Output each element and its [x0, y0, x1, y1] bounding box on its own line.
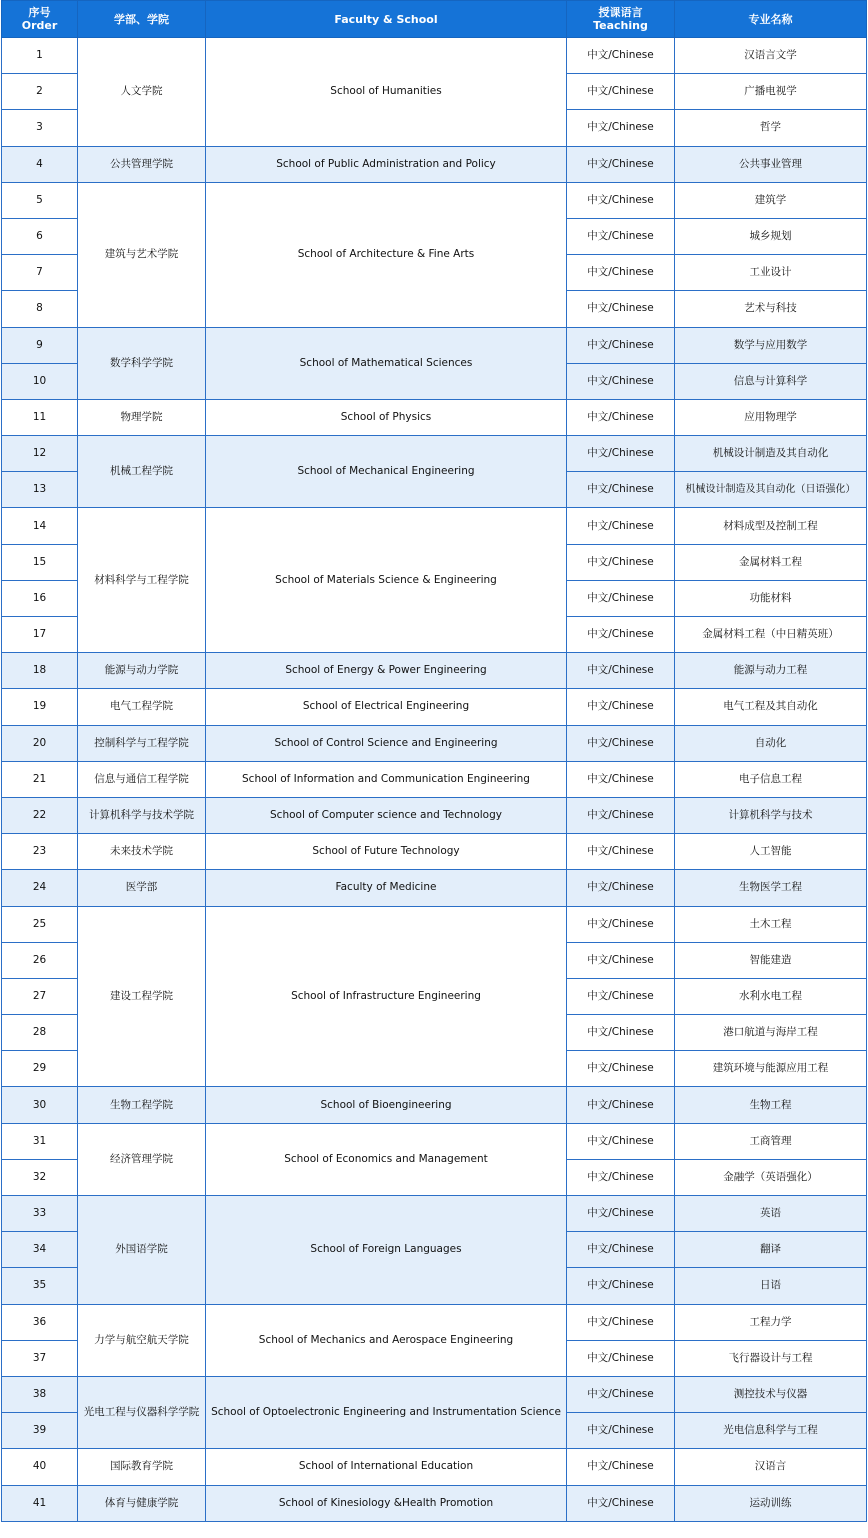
dept-cell: 计算机科学与技术学院 [78, 797, 206, 833]
language-cell: 中文/Chinese [567, 870, 675, 906]
language-cell: 中文/Chinese [567, 110, 675, 146]
school-cell: Faculty of Medicine [206, 870, 567, 906]
school-cell: School of Optoelectronic Engineering and Instrumentation Science [206, 1376, 567, 1448]
order-cell: 1 [2, 38, 78, 74]
major-cell: 机械设计制造及其自动化（日语强化） [675, 472, 867, 508]
order-cell: 33 [2, 1196, 78, 1232]
major-cell: 建筑环境与能源应用工程 [675, 1051, 867, 1087]
order-cell: 7 [2, 255, 78, 291]
school-cell: School of Mechanical Engineering [206, 436, 567, 508]
language-cell: 中文/Chinese [567, 580, 675, 616]
school-cell: School of Materials Science & Engineering [206, 508, 567, 653]
dept-cell: 生物工程学院 [78, 1087, 206, 1123]
order-cell: 19 [2, 689, 78, 725]
language-cell: 中文/Chinese [567, 508, 675, 544]
order-cell: 5 [2, 182, 78, 218]
language-cell: 中文/Chinese [567, 1413, 675, 1449]
dept-cell: 能源与动力学院 [78, 653, 206, 689]
language-cell: 中文/Chinese [567, 1087, 675, 1123]
language-cell: 中文/Chinese [567, 689, 675, 725]
major-cell: 哲学 [675, 110, 867, 146]
order-cell: 15 [2, 544, 78, 580]
major-cell: 测控技术与仪器 [675, 1376, 867, 1412]
major-cell: 光电信息科学与工程 [675, 1413, 867, 1449]
order-cell: 22 [2, 797, 78, 833]
language-cell: 中文/Chinese [567, 617, 675, 653]
school-cell: School of Architecture & Fine Arts [206, 182, 567, 327]
school-cell: School of Infrastructure Engineering [206, 906, 567, 1087]
header-dept: 学部、学院 [78, 1, 206, 38]
school-cell: School of Economics and Management [206, 1123, 567, 1195]
order-cell: 9 [2, 327, 78, 363]
language-cell: 中文/Chinese [567, 725, 675, 761]
order-cell: 27 [2, 978, 78, 1014]
major-cell: 电子信息工程 [675, 761, 867, 797]
table-row [2, 761, 867, 797]
table-row [2, 1123, 867, 1159]
language-cell: 中文/Chinese [567, 436, 675, 472]
language-cell: 中文/Chinese [567, 544, 675, 580]
order-cell: 37 [2, 1340, 78, 1376]
school-cell: School of Public Administration and Policy [206, 146, 567, 182]
dept-cell: 数学科学学院 [78, 327, 206, 399]
table-row [2, 797, 867, 833]
school-cell: School of Mechanics and Aerospace Engineering [206, 1304, 567, 1376]
dept-cell: 控制科学与工程学院 [78, 725, 206, 761]
major-cell: 运动训练 [675, 1485, 867, 1521]
header-major: 专业名称 [675, 1, 867, 38]
school-cell: School of Information and Communication Engineering [206, 761, 567, 797]
major-cell: 日语 [675, 1268, 867, 1304]
table-row [2, 906, 867, 942]
table-body [2, 38, 867, 1522]
order-cell: 13 [2, 472, 78, 508]
major-cell: 金融学（英语强化） [675, 1159, 867, 1195]
dept-cell: 建设工程学院 [78, 906, 206, 1087]
order-cell: 10 [2, 363, 78, 399]
school-cell: School of Mathematical Sciences [206, 327, 567, 399]
major-cell: 公共事业管理 [675, 146, 867, 182]
order-cell: 8 [2, 291, 78, 327]
header-faculty: Faculty & School [206, 1, 567, 38]
table-row [2, 1449, 867, 1485]
order-cell: 25 [2, 906, 78, 942]
dept-cell: 体育与健康学院 [78, 1485, 206, 1521]
dept-cell: 人文学院 [78, 38, 206, 147]
major-cell: 电气工程及其自动化 [675, 689, 867, 725]
header-lang-cn: 授课语言 [598, 6, 643, 19]
language-cell: 中文/Chinese [567, 906, 675, 942]
major-cell: 水利水电工程 [675, 978, 867, 1014]
table-row [2, 870, 867, 906]
major-cell: 金属材料工程 [675, 544, 867, 580]
language-cell: 中文/Chinese [567, 1304, 675, 1340]
school-cell: School of Bioengineering [206, 1087, 567, 1123]
language-cell: 中文/Chinese [567, 472, 675, 508]
order-cell: 30 [2, 1087, 78, 1123]
order-cell: 32 [2, 1159, 78, 1195]
order-cell: 3 [2, 110, 78, 146]
order-cell: 39 [2, 1413, 78, 1449]
major-cell: 工商管理 [675, 1123, 867, 1159]
language-cell: 中文/Chinese [567, 978, 675, 1014]
language-cell: 中文/Chinese [567, 182, 675, 218]
dept-cell: 建筑与艺术学院 [78, 182, 206, 327]
language-cell: 中文/Chinese [567, 327, 675, 363]
header-order-cn: 序号 [28, 6, 51, 19]
table-row [2, 1087, 867, 1123]
major-cell: 智能建造 [675, 942, 867, 978]
language-cell: 中文/Chinese [567, 1159, 675, 1195]
dept-cell: 外国语学院 [78, 1196, 206, 1305]
order-cell: 11 [2, 399, 78, 435]
school-cell: School of Humanities [206, 38, 567, 147]
order-cell: 38 [2, 1376, 78, 1412]
major-cell: 应用物理学 [675, 399, 867, 435]
table-row [2, 725, 867, 761]
dept-cell: 机械工程学院 [78, 436, 206, 508]
table-row [2, 436, 867, 472]
header-row [2, 1, 867, 38]
language-cell: 中文/Chinese [567, 761, 675, 797]
header-order [2, 1, 78, 38]
major-cell: 功能材料 [675, 580, 867, 616]
dept-cell: 信息与通信工程学院 [78, 761, 206, 797]
dept-cell: 材料科学与工程学院 [78, 508, 206, 653]
major-cell: 材料成型及控制工程 [675, 508, 867, 544]
order-cell: 36 [2, 1304, 78, 1340]
table-row [2, 399, 867, 435]
header-lang-en: Teaching [593, 19, 648, 32]
language-cell: 中文/Chinese [567, 1340, 675, 1376]
dept-cell: 医学部 [78, 870, 206, 906]
order-cell: 28 [2, 1015, 78, 1051]
major-cell: 生物医学工程 [675, 870, 867, 906]
table-row [2, 689, 867, 725]
school-cell: School of Physics [206, 399, 567, 435]
major-cell: 数学与应用数学 [675, 327, 867, 363]
major-cell: 汉语言 [675, 1449, 867, 1485]
table-row [2, 1304, 867, 1340]
order-cell: 12 [2, 436, 78, 472]
order-cell: 4 [2, 146, 78, 182]
language-cell: 中文/Chinese [567, 797, 675, 833]
language-cell: 中文/Chinese [567, 363, 675, 399]
major-cell: 广播电视学 [675, 74, 867, 110]
major-cell: 英语 [675, 1196, 867, 1232]
language-cell: 中文/Chinese [567, 653, 675, 689]
table-row [2, 653, 867, 689]
major-cell: 翻译 [675, 1232, 867, 1268]
language-cell: 中文/Chinese [567, 218, 675, 254]
order-cell: 18 [2, 653, 78, 689]
major-cell: 汉语言文学 [675, 38, 867, 74]
order-cell: 20 [2, 725, 78, 761]
order-cell: 2 [2, 74, 78, 110]
order-cell: 31 [2, 1123, 78, 1159]
language-cell: 中文/Chinese [567, 1376, 675, 1412]
language-cell: 中文/Chinese [567, 38, 675, 74]
major-cell: 机械设计制造及其自动化 [675, 436, 867, 472]
major-cell: 能源与动力工程 [675, 653, 867, 689]
language-cell: 中文/Chinese [567, 1123, 675, 1159]
order-cell: 41 [2, 1485, 78, 1521]
order-cell: 34 [2, 1232, 78, 1268]
order-cell: 24 [2, 870, 78, 906]
order-cell: 14 [2, 508, 78, 544]
order-cell: 16 [2, 580, 78, 616]
dept-cell: 力学与航空航天学院 [78, 1304, 206, 1376]
major-cell: 工业设计 [675, 255, 867, 291]
language-cell: 中文/Chinese [567, 74, 675, 110]
major-cell: 工程力学 [675, 1304, 867, 1340]
school-cell: School of Electrical Engineering [206, 689, 567, 725]
language-cell: 中文/Chinese [567, 1015, 675, 1051]
major-cell: 飞行器设计与工程 [675, 1340, 867, 1376]
dept-cell: 光电工程与仪器科学学院 [78, 1376, 206, 1448]
school-cell: School of Computer science and Technology [206, 797, 567, 833]
school-cell: School of Control Science and Engineering [206, 725, 567, 761]
language-cell: 中文/Chinese [567, 146, 675, 182]
order-cell: 26 [2, 942, 78, 978]
language-cell: 中文/Chinese [567, 1051, 675, 1087]
language-cell: 中文/Chinese [567, 834, 675, 870]
school-cell: School of Future Technology [206, 834, 567, 870]
majors-table [1, 0, 867, 1522]
major-cell: 城乡规划 [675, 218, 867, 254]
table-row [2, 327, 867, 363]
language-cell: 中文/Chinese [567, 255, 675, 291]
school-cell: School of Kinesiology &Health Promotion [206, 1485, 567, 1521]
major-cell: 计算机科学与技术 [675, 797, 867, 833]
dept-cell: 国际教育学院 [78, 1449, 206, 1485]
order-cell: 40 [2, 1449, 78, 1485]
order-cell: 35 [2, 1268, 78, 1304]
dept-cell: 物理学院 [78, 399, 206, 435]
major-cell: 生物工程 [675, 1087, 867, 1123]
dept-cell: 电气工程学院 [78, 689, 206, 725]
major-cell: 港口航道与海岸工程 [675, 1015, 867, 1051]
language-cell: 中文/Chinese [567, 399, 675, 435]
header-language [567, 1, 675, 38]
language-cell: 中文/Chinese [567, 1196, 675, 1232]
order-cell: 6 [2, 218, 78, 254]
major-cell: 人工智能 [675, 834, 867, 870]
language-cell: 中文/Chinese [567, 291, 675, 327]
table-row [2, 1376, 867, 1412]
table-row [2, 1196, 867, 1232]
dept-cell: 经济管理学院 [78, 1123, 206, 1195]
order-cell: 23 [2, 834, 78, 870]
order-cell: 21 [2, 761, 78, 797]
language-cell: 中文/Chinese [567, 1485, 675, 1521]
school-cell: School of Energy & Power Engineering [206, 653, 567, 689]
table-row [2, 834, 867, 870]
major-cell: 自动化 [675, 725, 867, 761]
table-row [2, 1485, 867, 1521]
major-cell: 艺术与科技 [675, 291, 867, 327]
major-cell: 土木工程 [675, 906, 867, 942]
major-cell: 建筑学 [675, 182, 867, 218]
dept-cell: 公共管理学院 [78, 146, 206, 182]
language-cell: 中文/Chinese [567, 1449, 675, 1485]
major-cell: 金属材料工程（中日精英班） [675, 617, 867, 653]
dept-cell: 未来技术学院 [78, 834, 206, 870]
table-row [2, 146, 867, 182]
school-cell: School of Foreign Languages [206, 1196, 567, 1305]
header-order-en: Order [21, 19, 58, 32]
major-cell: 信息与计算科学 [675, 363, 867, 399]
language-cell: 中文/Chinese [567, 1268, 675, 1304]
order-cell: 29 [2, 1051, 78, 1087]
table-row [2, 38, 867, 74]
language-cell: 中文/Chinese [567, 942, 675, 978]
order-cell: 17 [2, 617, 78, 653]
language-cell: 中文/Chinese [567, 1232, 675, 1268]
table-row [2, 508, 867, 544]
table-row [2, 182, 867, 218]
school-cell: School of International Education [206, 1449, 567, 1485]
